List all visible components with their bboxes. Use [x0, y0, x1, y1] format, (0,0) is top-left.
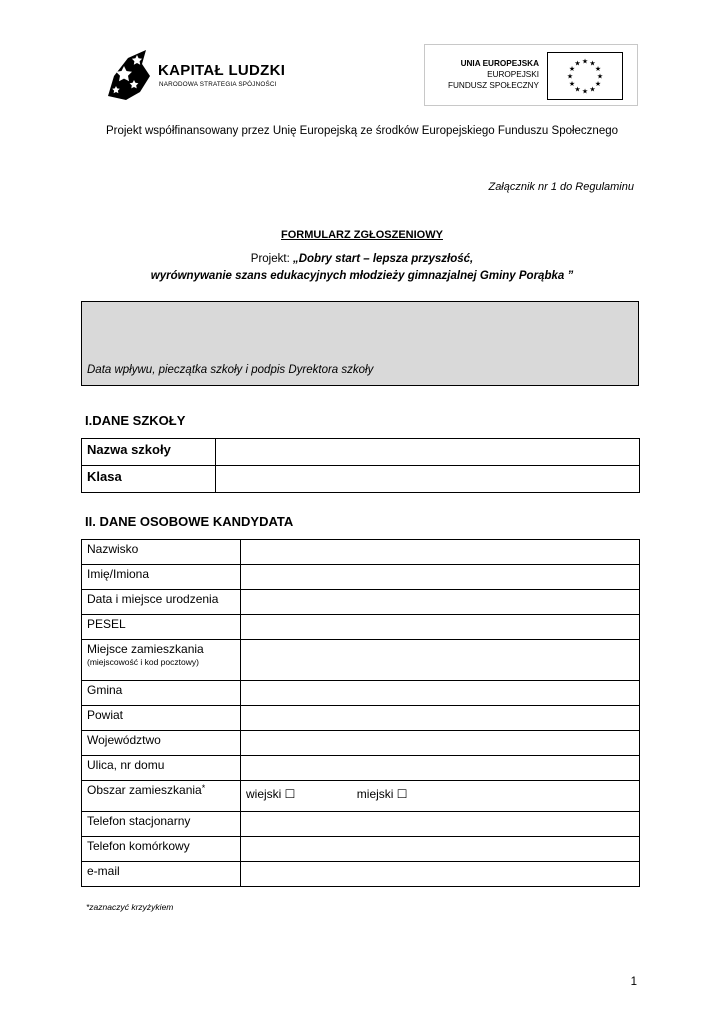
commune-label: Gmina [82, 681, 241, 706]
email-label: e-mail [82, 862, 241, 887]
street-field[interactable] [241, 756, 640, 781]
class-label: Klasa [82, 466, 216, 493]
eu-star-icon: ★ [574, 59, 581, 68]
pesel-label: PESEL [82, 615, 241, 640]
first-names-field[interactable] [241, 565, 640, 590]
eu-star-icon: ★ [568, 65, 576, 73]
eu-star-icon: ★ [574, 85, 581, 94]
table-row [82, 615, 640, 640]
street-label: Ulica, nr domu [82, 756, 241, 781]
landline-label: Telefon stacjonarny [82, 812, 241, 837]
school-name-field[interactable] [216, 439, 640, 466]
eu-logo [424, 44, 638, 106]
footnote: *zaznaczyć krzyżykiem [86, 902, 174, 912]
table-row [82, 439, 640, 466]
residence-label: Miejsce zamieszkania [87, 642, 204, 656]
project-name-part1: „Dobry start – lepsza przyszłość, [292, 253, 474, 265]
table-row [82, 590, 640, 615]
pesel-field[interactable] [241, 615, 640, 640]
class-field[interactable] [216, 466, 640, 493]
mobile-label: Telefon komórkowy [82, 837, 241, 862]
table-row [82, 756, 640, 781]
eu-logo-line3: FUNDUSZ SPOŁECZNY [448, 81, 539, 90]
commune-field[interactable] [241, 681, 640, 706]
school-data-table [81, 438, 640, 493]
table-row [82, 681, 640, 706]
residence-label-cell [82, 640, 241, 681]
kapital-ludzki-logo [104, 46, 304, 104]
project-title-line2: wyrównywanie szans edukacyjnych młodzieży gimnazjalnej Gminy Porąbka ” [150, 270, 574, 282]
stamp-box[interactable] [81, 301, 639, 386]
landline-field[interactable] [241, 812, 640, 837]
table-row [82, 640, 640, 681]
candidate-data-table [81, 539, 640, 887]
table-row [82, 540, 640, 565]
table-row [82, 812, 640, 837]
eu-star-icon: ★ [566, 72, 574, 81]
table-row [82, 731, 640, 756]
residence-area-options [241, 781, 640, 812]
eu-star-icon: ★ [596, 72, 604, 81]
county-field[interactable] [241, 706, 640, 731]
county-label: Powiat [82, 706, 241, 731]
eu-star-icon: ★ [581, 87, 589, 96]
eu-flag-icon [547, 52, 623, 100]
surname-label: Nazwisko [82, 540, 241, 565]
eu-star-icon: ★ [594, 80, 602, 88]
table-row [82, 466, 640, 493]
table-row [82, 706, 640, 731]
first-names-label: Imię/Imiona [82, 565, 241, 590]
birth-date-place-label: Data i miejsce urodzenia [82, 590, 241, 615]
section-candidate-heading: II. DANE OSOBOWE KANDYDATA [85, 514, 294, 529]
eu-star-icon: ★ [589, 59, 596, 68]
email-field[interactable] [241, 862, 640, 887]
annex-label: Załącznik nr 1 do Regulaminu [488, 181, 634, 193]
eu-star-icon: ★ [594, 65, 602, 73]
table-row [82, 837, 640, 862]
eu-star-icon: ★ [568, 80, 576, 88]
project-prefix: Projekt: [250, 253, 293, 265]
project-title-line1 [0, 253, 724, 265]
form-title: FORMULARZ ZGŁOSZENIOWY [281, 229, 443, 241]
page-number: 1 [630, 976, 637, 988]
urban-checkbox[interactable]: miejski ☐ [356, 787, 408, 801]
eu-logo-text [448, 58, 539, 91]
voivodeship-field[interactable] [241, 731, 640, 756]
section-school-heading: I.DANE SZKOŁY [85, 413, 186, 428]
table-row [82, 862, 640, 887]
eu-logo-line2: EUROPEJSKI [487, 70, 539, 79]
residence-area-label: Obszar zamieszkania [87, 783, 202, 797]
mobile-field[interactable] [241, 837, 640, 862]
kapital-ludzki-title: KAPITAŁ LUDZKI [158, 62, 286, 79]
surname-field[interactable] [241, 540, 640, 565]
stamp-box-label: Data wpływu, pieczątka szkoły i podpis Dyrektora szkoły [87, 364, 374, 376]
residence-area-star: * [201, 783, 206, 793]
eu-star-icon: ★ [589, 85, 596, 94]
table-row [82, 781, 640, 812]
kapital-ludzki-emblem-icon [104, 46, 154, 104]
kapital-ludzki-subtitle: NARODOWA STRATEGIA SPÓJNOŚCI [159, 81, 277, 88]
table-row [82, 565, 640, 590]
school-name-label: Nazwa szkoły [82, 439, 216, 466]
eu-logo-line1: UNIA EUROPEJSKA [460, 59, 539, 68]
eu-star-icon: ★ [581, 57, 589, 66]
residence-area-label-cell [82, 781, 241, 812]
cofinancing-statement: Projekt współfinansowany przez Unię Europejską ze środków Europejskiego Funduszu Społecznego [105, 125, 619, 137]
residence-field[interactable] [241, 640, 640, 681]
voivodeship-label: Województwo [82, 731, 241, 756]
residence-note: (miejscowość i kod pocztowy) [87, 657, 199, 667]
birth-date-place-field[interactable] [241, 590, 640, 615]
rural-checkbox[interactable]: wiejski ☐ [246, 787, 296, 801]
